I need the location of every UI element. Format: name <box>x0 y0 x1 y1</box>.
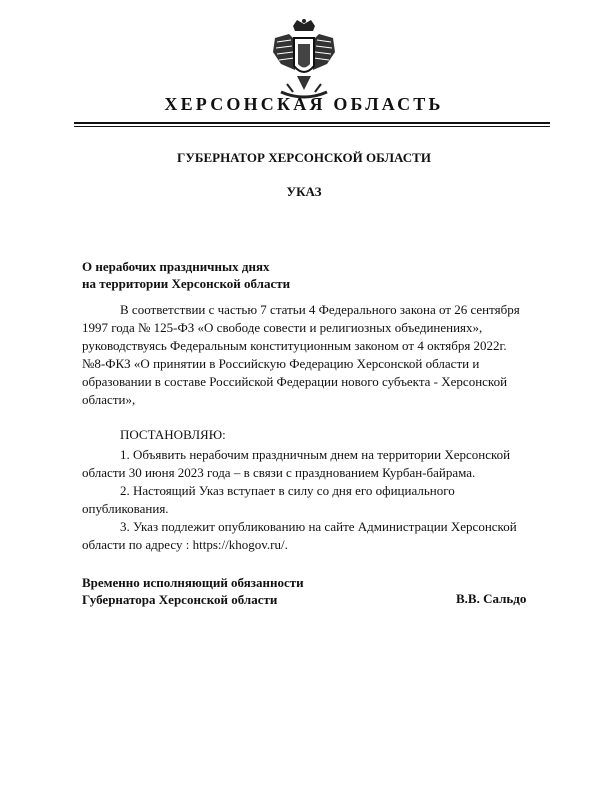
preamble-line: В соответствии с частью 7 статьи 4 Федерального закона от 26 сентября <box>120 302 520 317</box>
preamble-paragraph <box>82 301 538 409</box>
document-subject <box>82 258 290 292</box>
subject-line: на территории Херсонской области <box>82 276 291 291</box>
item-line: 1. Объявить нерабочим праздничным днем на территории Херсонской <box>120 447 511 462</box>
item-line: опубликования. <box>82 501 169 516</box>
preamble-line: руководствуясь Федеральным конституционным законом от 4 октября 2022г. <box>82 338 507 353</box>
item-line: 3. Указ подлежит опубликованию на сайте Администрации Херсонской <box>120 519 517 534</box>
region-title: ХЕРСОНСКАЯ ОБЛАСТЬ <box>164 94 444 114</box>
signatory-name: В.В. Сальдо <box>456 591 527 606</box>
document-type: УКАЗ <box>286 184 322 199</box>
coat-of-arms-icon <box>267 18 341 100</box>
preamble-line: области», <box>82 392 136 407</box>
item-line: 2. Настоящий Указ вступает в силу со дня его официального <box>120 483 455 498</box>
position-line: Временно исполняющий обязанности <box>82 575 304 590</box>
decree-items <box>82 446 538 554</box>
signatory-position <box>82 574 304 608</box>
item-line: области 30 июня 2023 года – в связи с празднованием Курбан-байрама. <box>82 465 476 480</box>
preamble-line: №8-ФКЗ «О принятии в Российскую Федерацию Херсонской области и <box>82 356 480 371</box>
header-rule-thick <box>74 122 550 124</box>
subject-line: О нерабочих праздничных днях <box>82 259 270 274</box>
position-line: Губернатора Херсонской области <box>82 592 278 607</box>
resolve-heading: ПОСТАНОВЛЯЮ: <box>120 427 226 442</box>
preamble-line: 1997 года № 125-ФЗ «О свободе совести и религиозных объединениях», <box>82 320 483 335</box>
preamble-line: образовании в составе Российской Федерации нового субъекта - Херсонской <box>82 374 508 389</box>
item-line: области по адресу : https://khogov.ru/. <box>82 537 288 552</box>
issuer-title: ГУБЕРНАТОР ХЕРСОНСКОЙ ОБЛАСТИ <box>177 150 431 165</box>
header-rule-thin <box>74 126 550 127</box>
